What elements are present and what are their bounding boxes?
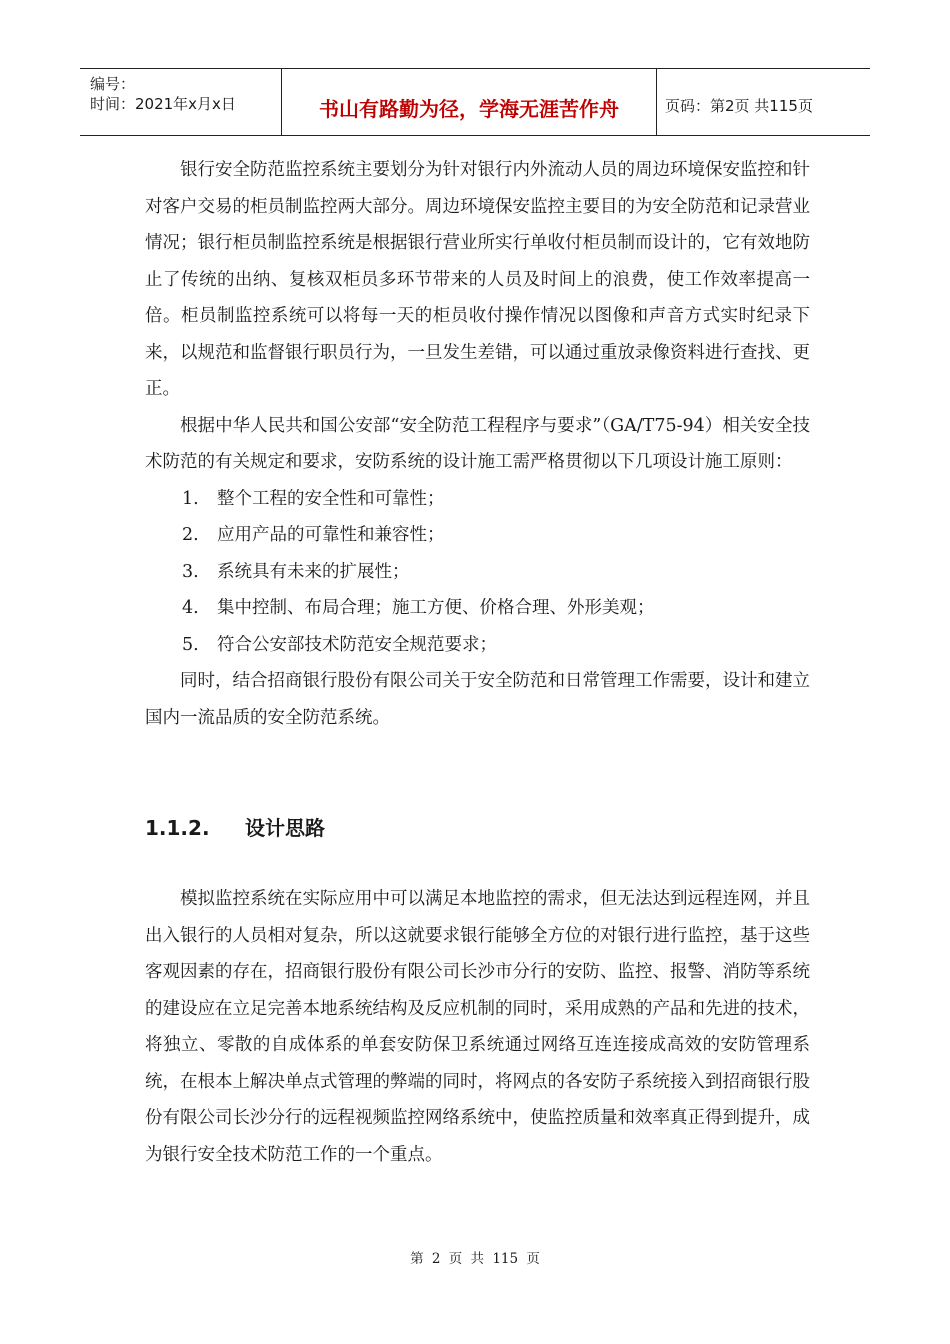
list-item-number: 5. — [182, 634, 199, 655]
section-body-2 — [145, 881, 810, 1173]
header-info-cell — [80, 69, 282, 135]
list-item — [145, 517, 810, 554]
list-item-text: 系统具有未来的扩展性； — [217, 561, 410, 582]
list-item — [145, 590, 810, 627]
body-paragraph: 同时，结合招商银行股份有限公司关于安全防范和日常管理工作需要，设计和建立国内一流品质的安全防范系统。 — [145, 671, 810, 728]
list-item — [145, 481, 810, 518]
document-date-label: 时间：2021年x月x日 — [90, 95, 236, 113]
page-header — [80, 68, 870, 136]
list-item-text: 符合公安部技术防范安全规范要求； — [217, 634, 497, 655]
body-paragraph: 银行安全防范监控系统主要划分为针对银行内外流动人员的周边环境保安监控和针对客户交易的柜员制监控两大部分。周边环境保安监控主要目的为安全防范和记录营业情况；银行柜员制监控系统是根据银行营业所实行单收付柜员制而设计的，它有效地防止了传统的出纳、复核双柜员多环节带来的人员及时间上的浪费，使工作效率提高一倍。柜员制监控系统可以将每一天的柜员收付操作情况以图像和声音方式实时纪录下来，以规范和监督银行职员行为，一旦发生差错，可以通过重放录像资料进行查找、更正。 — [145, 160, 810, 399]
header-motto-cell — [282, 69, 657, 135]
list-item-text: 集中控制、布局合理；施工方便、价格合理、外形美观； — [217, 598, 655, 618]
list-item-text: 应用产品的可靠性和兼容性； — [217, 525, 445, 545]
body-paragraph: 根据中华人民共和国公安部“安全防范工程程序与要求”（GA/T75-94）相关安全技术防范的有关规定和要求，安防系统的设计施工需严格贯彻以下几项设计施工原则： — [145, 415, 810, 472]
list-item-number: 2. — [182, 525, 199, 545]
header-page-info: 页码：第2页 共115页 — [665, 97, 813, 115]
header-motto: 书山有路勤为径，学海无涯苦作舟 — [319, 97, 619, 121]
list-item — [145, 627, 810, 664]
list-item-text: 整个工程的安全性和可靠性； — [217, 488, 445, 509]
header-page-cell — [657, 69, 870, 135]
section-body — [145, 152, 810, 736]
list-item-number: 4. — [182, 598, 199, 618]
section-title: 设计思路 — [245, 816, 325, 840]
body-paragraph: 模拟监控系统在实际应用中可以满足本地监控的需求，但无法达到远程连网，并且出入银行的人员相对复杂，所以这就要求银行能够全方位的对银行进行监控，基于这些客观因素的存在，招商银行股份有限公司长沙市分行的安防、监控、报警、消防等系统的建设应在立足完善本地系统结构及反应机制的同时，采用成熟的产品和先进的技术，将独立、零散的自成体系的单套安防保卫系统通过网络互连连接成高效的安防管理系统，在根本上解决单点式管理的弊端的同时，将网点的各安防子系统接入到招商银行股份有限公司长沙分行的远程视频监控网络系统中，使监控质量和效率真正得到提升，成为银行安全技术防范工作的一个重点。 — [145, 889, 810, 1165]
page-footer: 第 2 页 共 115 页 — [410, 1251, 540, 1267]
section-number: 1.1.2. — [145, 816, 210, 840]
section-heading — [145, 812, 325, 841]
list-item-number: 3. — [182, 561, 199, 582]
list-item-number: 1. — [182, 488, 199, 509]
document-number-label: 编号： — [90, 75, 136, 93]
list-item — [145, 554, 810, 591]
